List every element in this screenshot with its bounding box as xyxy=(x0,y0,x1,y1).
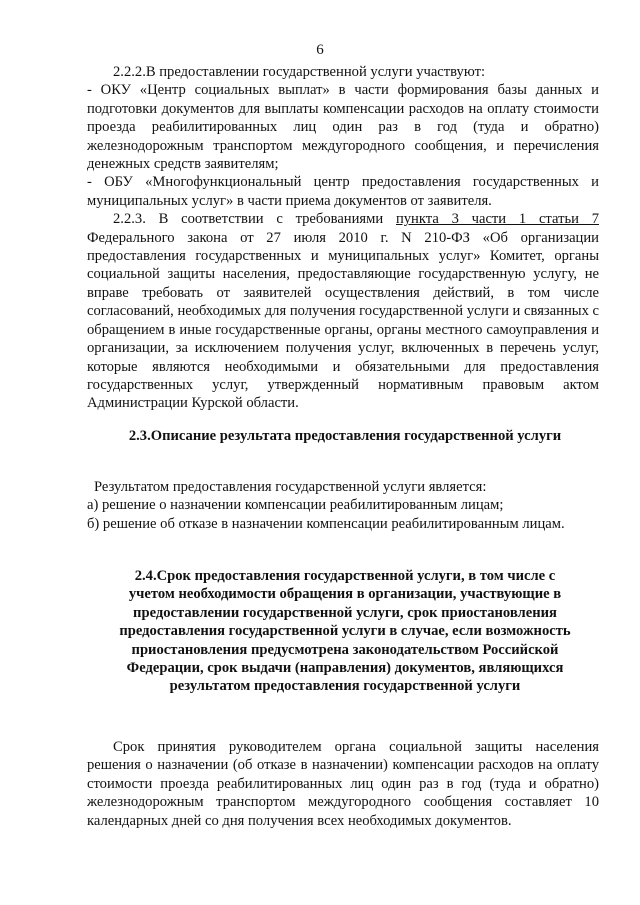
law-article-link[interactable]: пункта 3 части 1 статьи 7 xyxy=(395,211,599,228)
section-2-3-intro: Результатом предоставления государственной услуги является: xyxy=(94,479,487,495)
section-2-2-3-prefix: 2.2.3. В соответствии с требованиями xyxy=(113,211,396,228)
section-2-4-text xyxy=(87,738,599,830)
section-2-3-heading: 2.3.Описание результата предоставления государственной услуги xyxy=(128,428,562,444)
section-2-3-item-a: а) решение о назначении компенсации реабилитированным лицам; xyxy=(87,497,504,514)
section-2-2-2-intro: 2.2.2.В предоставлении государственной услуги участвуют: xyxy=(113,64,485,80)
section-2-2-3-paragraph xyxy=(87,210,599,412)
section-2-3-item-b: б) решение об отказе в назначении компенсации реабилитированным лицам. xyxy=(87,515,565,532)
section-2-2-3-suffix: Федерального закона от 27 июля 2010 г. N 210-ФЗ «Об организации предоставления государственных и муниципальных услуг» Комитет, органы социальной защиты населения, предоставляющие государственную услугу, не вправе требовать от заявителей осуществления действий, в том числе согласований, необходимых для получения государственной услуги и связанных с обращением в иные государственные органы, органы местного самоуправления и организации, за исключением получения услуг, включенных в перечень услуг, которые являются необходимыми и обязательными для предоставления государственных услуг, утвержденный нормативным правовым актом Администрации Курской области. xyxy=(87,229,599,412)
section-2-2-2-item-1: - ОКУ «Центр социальных выплат» в части формирования базы данных и подготовки документов для выплаты компенсации расходов на оплату стоимости проезда реабилитированных лиц один раз в год (туда и обратно) железнодорожным транспортом междугородного сообщения, и перечисления денежных средств заявителям; xyxy=(87,82,599,173)
section-2-2-2-item-2: - ОБУ «Многофункциональный центр предоставления государственных и муниципальных услуг» в части приема документов от заявителя. xyxy=(87,174,599,209)
section-2-4-paragraph: Срок принятия руководителем органа социальной защиты населения решения о назначении (об отказе в назначении) компенсации расходов на оплату стоимости проезда реабилитированных лиц один раз в год (туда и обратно) железнодорожным транспортом междугородного сообщения составляет 10 календарных дней со дня получения всех необходимых документов. xyxy=(87,739,599,829)
section-2-2-text xyxy=(87,63,599,413)
section-2-3-result-list xyxy=(87,478,599,533)
section-2-4-heading: 2.4.Срок предоставления государственной услуги, в том числе с учетом необходимости обращения в организации, участвующие в предоставлении государственной услуги, срок приостановления предоставления государственной услуги в случае, если возможность приостановления предусмотрена законодательством Российской Федерации, срок выдачи (направления) документов, являющихся результатом предоставления государственной услуги xyxy=(119,568,571,695)
page-number: 6 xyxy=(316,42,324,58)
